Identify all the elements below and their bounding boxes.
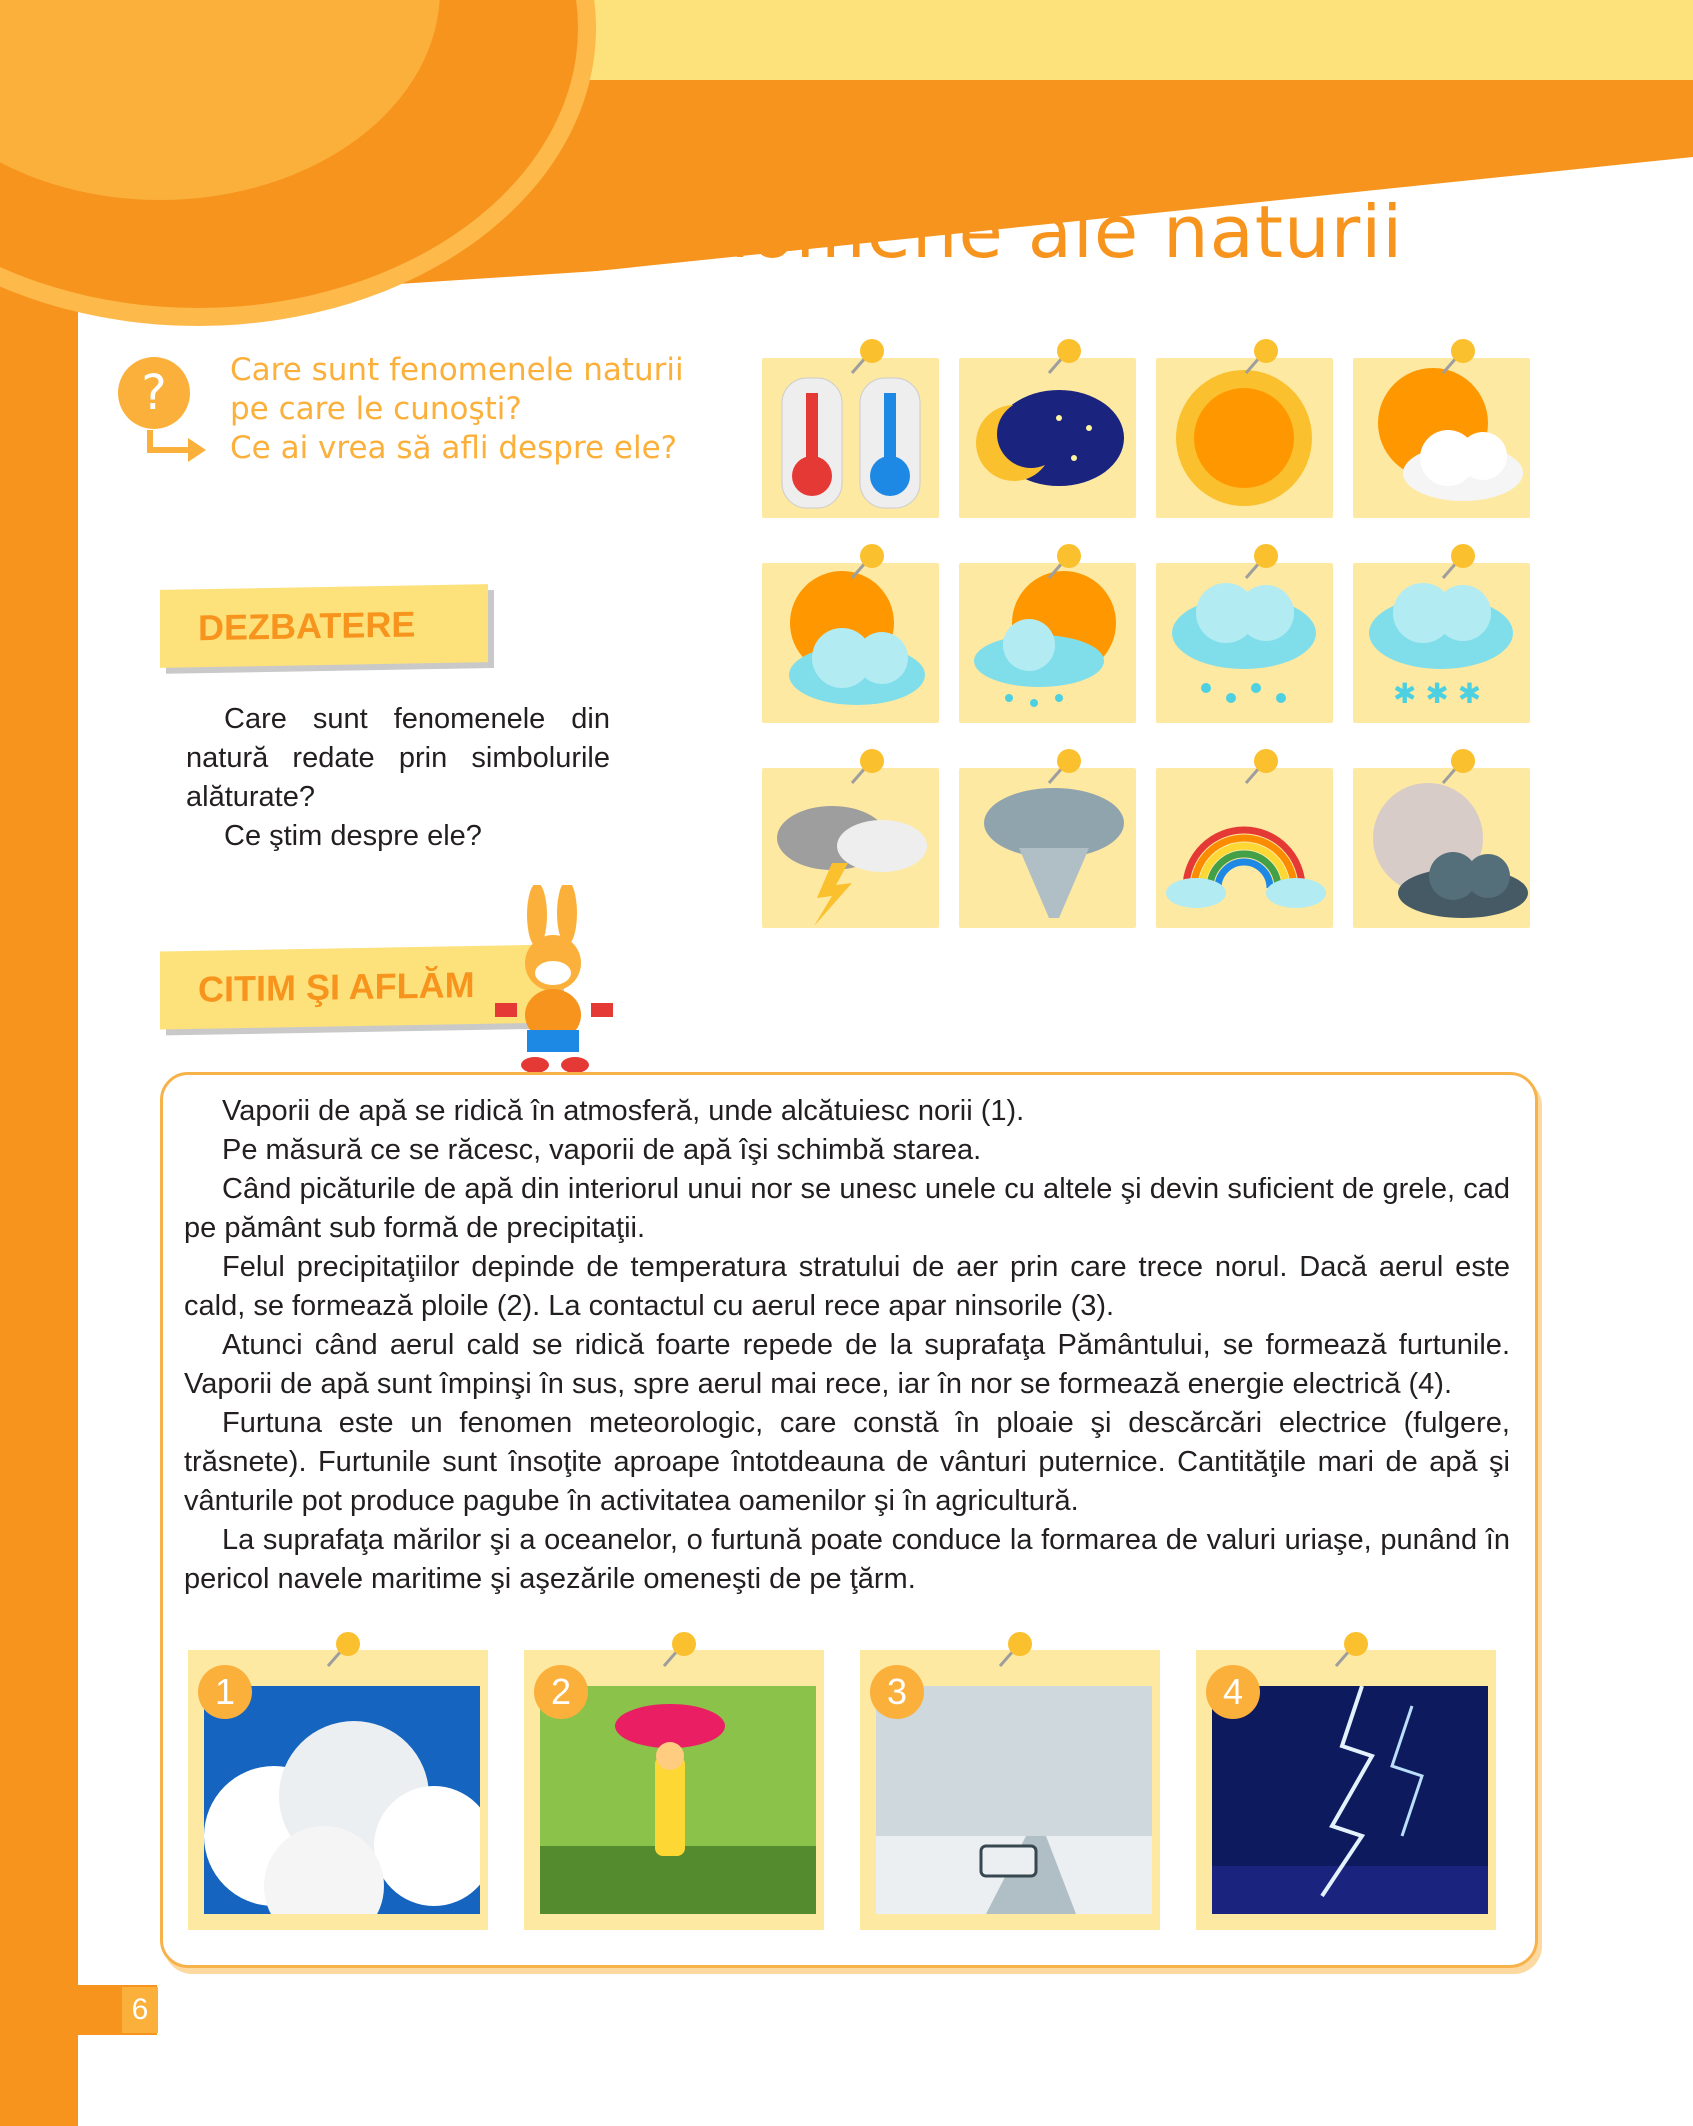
- section-label-dezbatere: DEZBATERE: [160, 584, 488, 668]
- debate-paragraph: Care sunt fenomenele din natură redate prin simbolurile alăturate?: [186, 703, 610, 813]
- weather-card: [762, 563, 939, 723]
- push-pin-icon: [846, 540, 888, 582]
- svg-text:✱ ✱ ✱: ✱ ✱ ✱: [1393, 677, 1482, 710]
- reading-paragraph: Atunci când aerul cald se ridică foarte repede de la suprafaţa Pământului, se formează furtunile. Vaporii de apă sunt împinşi în sus, spre aerul mai rece, iar în nor se formează energie electrică (4).: [184, 1329, 1510, 1400]
- question-line-1: Care sunt fenomenele naturii: [230, 352, 684, 388]
- tornado-icon: [959, 768, 1136, 928]
- reading-text: [184, 1092, 1510, 1599]
- thunderstorm-icon: [762, 768, 939, 928]
- full-moon-cloud-icon: [1353, 768, 1530, 928]
- weather-card: [1353, 358, 1530, 518]
- page-title: Fenomene ale naturii: [620, 190, 1404, 274]
- weather-card: [1353, 768, 1530, 928]
- photo-number-badge: 3: [870, 1665, 924, 1719]
- snow-photo: [876, 1686, 1152, 1914]
- reading-paragraph: Furtuna este un fenomen meteorologic, care constă în ploaie şi descărcări electrice (fulgere, trăsnete). Furtunile sunt însoţite aproape întotdeauna de vânturi puternice. Cantităţile mari de apă şi vânturile pot produce pagube în activitatea oamenilor şi în agricultură.: [184, 1407, 1510, 1517]
- push-pin-icon: [1043, 335, 1085, 377]
- question-mark-icon: ?: [118, 357, 190, 429]
- push-pin-icon: [846, 745, 888, 787]
- push-pin-icon: [322, 1628, 364, 1670]
- push-pin-icon: [1240, 335, 1282, 377]
- question-line-3: Ce ai vrea să afli despre ele?: [230, 430, 678, 466]
- weather-card: [959, 358, 1136, 518]
- push-pin-icon: [1437, 540, 1479, 582]
- weather-card: [762, 358, 939, 518]
- push-pin-icon: [1437, 335, 1479, 377]
- push-pin-icon: [1240, 745, 1282, 787]
- reading-paragraph: Când picăturile de apă din interiorul unui nor se unesc unele cu altele şi devin suficient de grele, cad pe pământ sub formă de precipitaţii.: [184, 1173, 1510, 1244]
- thermometers-icon: [762, 358, 939, 518]
- lightning-photo: [1212, 1686, 1488, 1914]
- debate-paragraph: Ce ştim despre ele?: [224, 820, 482, 852]
- push-pin-icon: [658, 1628, 700, 1670]
- photo-number-badge: 4: [1206, 1665, 1260, 1719]
- reading-paragraph: Vaporii de apă se ridică în atmosferă, unde alcătuiesc norii (1).: [222, 1095, 1025, 1127]
- sun-cloud-drizzle-icon: [959, 563, 1136, 723]
- arrow-right-icon: [146, 430, 206, 464]
- section-label-citim-si-aflam: CITIM ŞI AFLĂM: [160, 945, 558, 1030]
- weather-card: [959, 563, 1136, 723]
- push-pin-icon: [1240, 540, 1282, 582]
- push-pin-icon: [1043, 745, 1085, 787]
- weather-card: [1156, 563, 1333, 723]
- rain-cloud-icon: [1156, 563, 1333, 723]
- push-pin-icon: [1437, 745, 1479, 787]
- moon-night-icon: [959, 358, 1136, 518]
- sun-cloud-icon: [1353, 358, 1530, 518]
- photo-number-badge: 2: [534, 1665, 588, 1719]
- weather-card: [1353, 563, 1530, 723]
- rabbit-mascot-icon: [495, 885, 615, 1075]
- weather-card: [1156, 358, 1333, 518]
- reading-paragraph: Felul precipitaţiilor depinde de temperatura stratului de aer prin care trece norul. Dacă aerul este cald, se formează ploile (2). La contactul cu aerul rece apar ninsorile (3).: [184, 1251, 1510, 1322]
- weather-card: [1156, 768, 1333, 928]
- question-line-2: pe care le cunoşti?: [230, 391, 522, 427]
- push-pin-icon: [846, 335, 888, 377]
- push-pin-icon: [1330, 1628, 1372, 1670]
- sun-icon: [1156, 358, 1333, 518]
- debate-text: [186, 700, 610, 856]
- clouds-photo: [204, 1686, 480, 1914]
- push-pin-icon: [994, 1628, 1036, 1670]
- weather-card: [762, 768, 939, 928]
- page-number: 6: [122, 1987, 158, 2033]
- weather-card: [959, 768, 1136, 928]
- push-pin-icon: [1043, 540, 1085, 582]
- reading-paragraph: Pe măsură ce se răcesc, vaporii de apă îşi schimbă starea.: [222, 1134, 982, 1166]
- rain-photo: [540, 1686, 816, 1914]
- reading-paragraph: La suprafaţa mărilor şi a oceanelor, o furtună poate conduce la formarea de valuri uriaşe, punând în pericol navele maritime şi aşezările omeneşti de pe ţărm.: [184, 1524, 1510, 1595]
- snow-cloud-icon: [1353, 563, 1530, 723]
- rainbow-icon: [1156, 768, 1333, 928]
- sun-behind-cloud-icon: [762, 563, 939, 723]
- photo-number-badge: 1: [198, 1665, 252, 1719]
